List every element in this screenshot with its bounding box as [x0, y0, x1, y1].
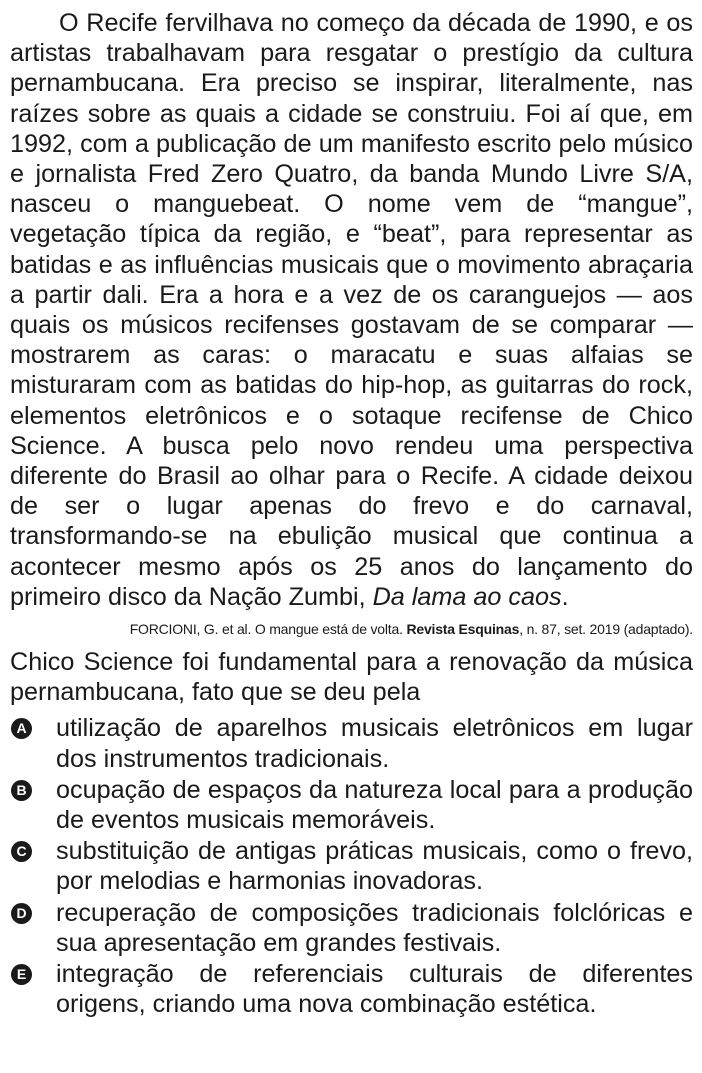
option-d-letter-badge: D [11, 903, 32, 924]
option-e[interactable] [10, 959, 693, 1019]
option-e-text: integração de referenciais culturais de diferentes origens, criando uma nova combinação estética. [56, 960, 693, 1019]
option-d-text: recuperação de composições tradicionais folclóricas e sua apresentação em grandes festivais. [56, 898, 693, 957]
source-citation [10, 620, 693, 638]
source-authors: FORCIONI, G. et al. O mangue está de volta. [129, 621, 407, 638]
option-c-text: substituição de antigas práticas musicais, como o frevo, por melodias e harmonias inovadoras. [56, 837, 693, 896]
option-c-letter-badge: C [11, 841, 32, 862]
album-title: Da lama ao caos [372, 582, 562, 611]
passage-text [10, 8, 693, 612]
passage-end: . [561, 582, 569, 611]
option-d[interactable] [10, 898, 693, 958]
option-c[interactable] [10, 836, 693, 896]
answer-options [10, 713, 693, 1019]
source-journal: Revista Esquinas [406, 621, 520, 638]
option-e-letter-badge: E [11, 964, 32, 985]
option-a[interactable] [10, 713, 693, 773]
question-stem: Chico Science foi fundamental para a renovação da música pernambucana, fato que se deu pela [10, 648, 693, 707]
option-a-text: utilização de aparelhos musicais eletrônicos em lugar dos instrumentos tradicionais. [56, 714, 693, 773]
source-details: , n. 87, set. 2019 (adaptado). [519, 621, 693, 638]
option-b-text: ocupação de espaços da natureza local para a produção de eventos musicais memoráveis. [56, 775, 693, 835]
option-a-letter-badge: A [11, 718, 32, 739]
option-b-letter-badge: B [11, 780, 32, 801]
option-b[interactable] [10, 775, 693, 835]
passage-body: O Recife fervilhava no começo da década de 1990, e os artistas trabalhavam para resgatar o prestígio da cultura pernambucana. Era preciso se inspirar, literalmente, nas raízes sobre as quais a cidade se construiu. Foi aí que, em 1992, com a publicação de um manifesto escrito pelo músico e jornalista Fred Zero Quatro, da banda Mundo Livre S/A, nasceu o manguebeat. O nome vem de “mangue”, vegetação típica da região, e “beat”, para representar as batidas e as influências musicais que o movimento abraçaria a partir dali. Era a hora e a vez de os caranguejos — aos quais os músicos recifenses gostavam de se comparar — mostrarem as caras: o maracatu e suas alfaias se misturaram com as batidas do hip-hop, as guitarras do rock, elementos eletrônicos e o sotaque recifense de Chico Science. A busca pelo novo rendeu uma perspectiva diferente do Brasil ao olhar para o Recife. A cidade deixou de ser o lugar apenas do frevo e do carnaval, transformando-se na ebulição musical que continua a acontecer mesmo após os 25 anos do lançamento do primeiro disco da Nação Zumbi, [10, 9, 693, 611]
